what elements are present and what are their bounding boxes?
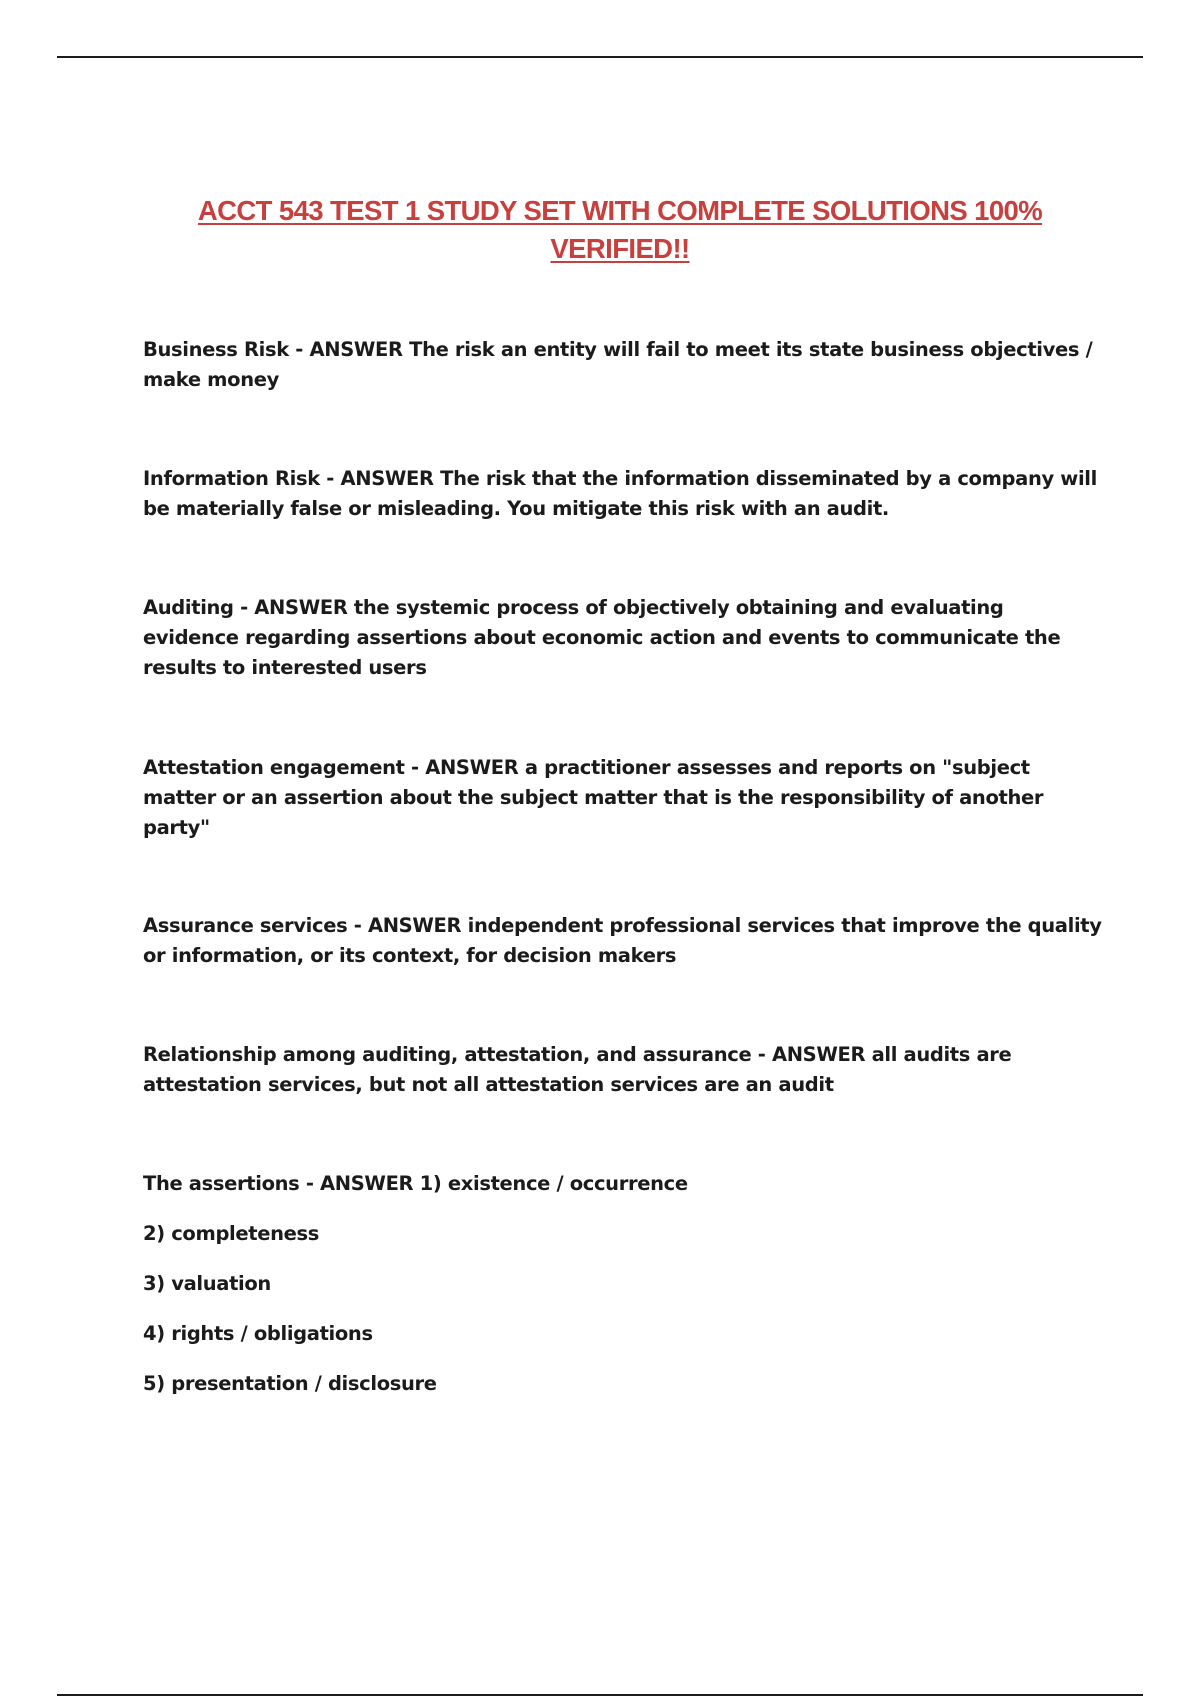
assertions-line-3: 3) valuation [143,1272,271,1295]
entry-text: Relationship among auditing, attestation, and assurance - ANSWER all audits are attestation services, but not all attestation services are an audit [143,1043,1012,1096]
entry-text: Assurance services - ANSWER independent professional services that improve the quality or information, or its context, for decision makers [143,914,1102,967]
entry-text: Information Risk - ANSWER The risk that the information disseminated by a company will be materially false or misleading. You mitigate this risk with an audit. [143,467,1097,520]
entry-attestation-engagement [143,753,1103,843]
entry-text: Business Risk - ANSWER The risk an entity will fail to meet its state business objectives / make money [143,338,1093,391]
assertions-line-4: 4) rights / obligations [143,1322,373,1345]
entry-text: Auditing - ANSWER the systemic process of objectively obtaining and evaluating evidence regarding assertions about economic action and events to communicate the results to interested users [143,596,1061,679]
document-title: ACCT 543 TEST 1 STUDY SET WITH COMPLETE SOLUTIONS 100% VERIFIED!! [197,195,1043,264]
assertions-line-1: The assertions - ANSWER 1) existence / occurrence [143,1172,688,1195]
entry-auditing [143,593,1103,683]
assertions-line-2: 2) completeness [143,1222,320,1245]
entry-assertions [143,1169,1103,1399]
entry-relationship [143,1040,1103,1100]
entry-assurance-services [143,911,1103,971]
entry-information-risk [143,464,1103,524]
assertions-line-5: 5) presentation / disclosure [143,1372,437,1395]
entry-business-risk [143,335,1103,395]
entry-text: Attestation engagement - ANSWER a practitioner assesses and reports on "subject matter or an assertion about the subject matter that is the responsibility of another party" [143,756,1044,839]
bottom-rule [57,1694,1143,1696]
top-rule [57,56,1143,58]
